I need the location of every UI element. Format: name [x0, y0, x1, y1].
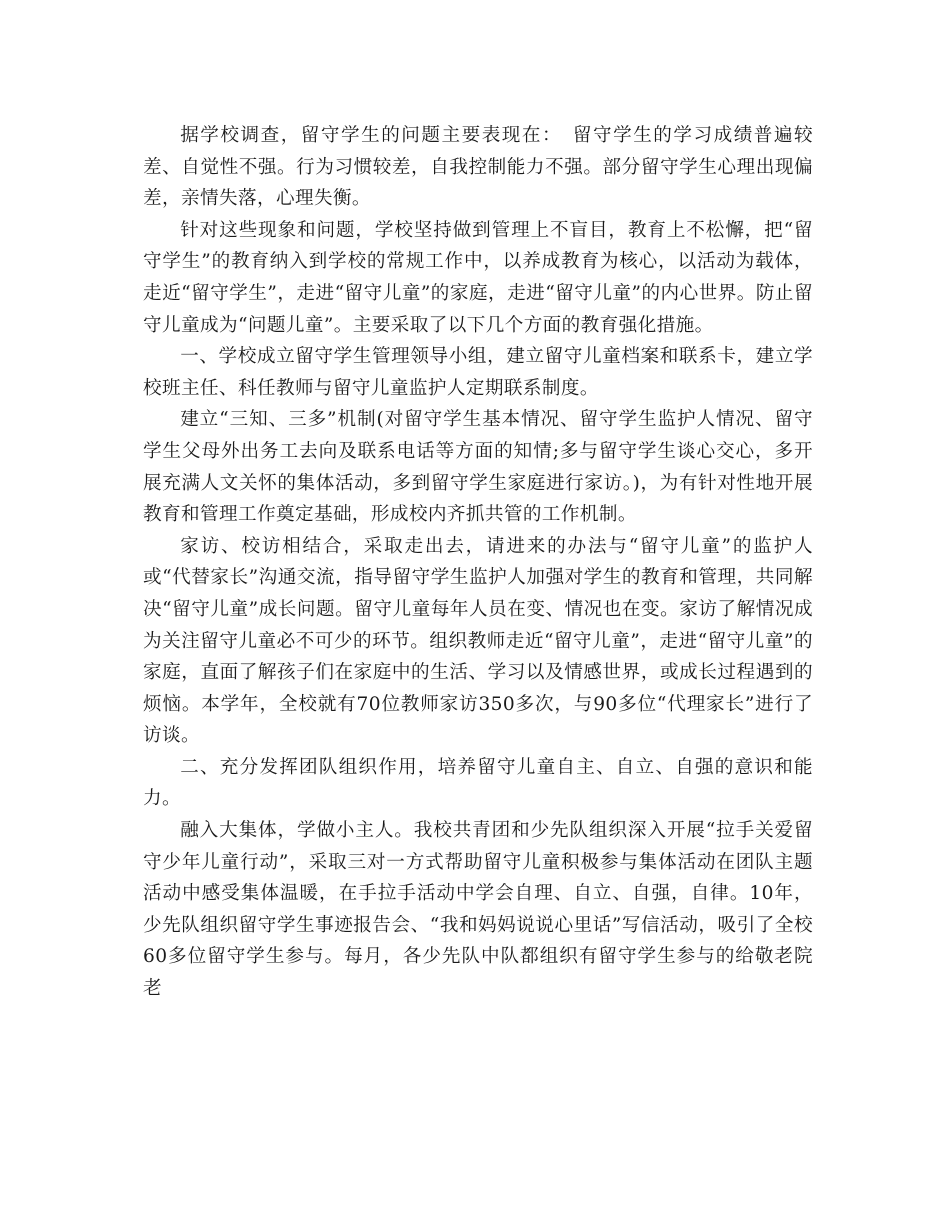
- paragraph-three-knows-mechanism: 建立“三知、三多”机制(对留守学生基本情况、留守学生监护人情况、留守学生父母外出务工去向及联系电话等方面的知情;多与留守学生谈心交心，多开展充满人文关怀的集体活动，多到留守学生家庭进行家访。)，为有针对性地开展教育和管理工作奠定基础，形成校内齐抓共管的工作机制。: [143, 409, 813, 526]
- paragraph-survey-findings: 据学校调查，留守学生的问题主要表现在： 留守学生的学习成绩普遍较差、自觉性不强。行为习惯较差，自我控制能力不强。部分留守学生心理出现偏差，亲情失落，心理失衡。: [143, 125, 813, 210]
- paragraph-school-response: 针对这些现象和问题，学校坚持做到管理上不盲目，教育上不松懈，把“留守学生”的教育纳入到学校的常规工作中，以养成教育为核心，以活动为载体，走近“留守学生”，走进“留守儿童”的家庭，走进“留守儿童”的内心世界。防止留守儿童成为“问题儿童”。主要采取了以下几个方面的教育强化措施。: [143, 219, 813, 336]
- paragraph-home-visits: 家访、校访相结合，采取走出去，请进来的办法与“留守儿童”的监护人或“代替家长”沟通交流，指导留守学生监护人加强对学生的教育和管理，共同解决“留守儿童”成长问题。留守儿童每年人员在变、情况也在变。家访了解情况成为关注留守儿童必不可少的环节。组织教师走近“留守儿童”，走进“留守儿童”的家庭，直面了解孩子们在家庭中的生活、学习以及情感世界，或成长过程遇到的烦恼。本学年，全校就有70位教师家访350多次，与90多位“代理家长”进行了访谈。: [143, 535, 813, 747]
- paragraph-collective-activities: 融入大集体，学做小主人。我校共青团和少先队组织深入开展“拉手关爱留守少年儿童行动”，采取三对一方式帮助留守儿童积极参与集体活动在团队主题活动中感受集体温暖，在手拉手活动中学会自理、自立、自强，自律。10年，少先队组织留守学生事迹报告会、“我和妈妈说说心里话”写信活动，吸引了全校60多位留守学生参与。每月，各少先队中队都组织有留守学生参与的给敬老院老: [143, 820, 813, 1000]
- paragraph-measure-one: 一、学校成立留守学生管理领导小组，建立留守儿童档案和联系卡，建立学校班主任、科任教师与留守儿童监护人定期联系制度。: [143, 346, 813, 399]
- paragraph-measure-two: 二、充分发挥团队组织作用，培养留守儿童自主、自立、自强的意识和能力。: [143, 756, 813, 810]
- document-body: [143, 120, 813, 1005]
